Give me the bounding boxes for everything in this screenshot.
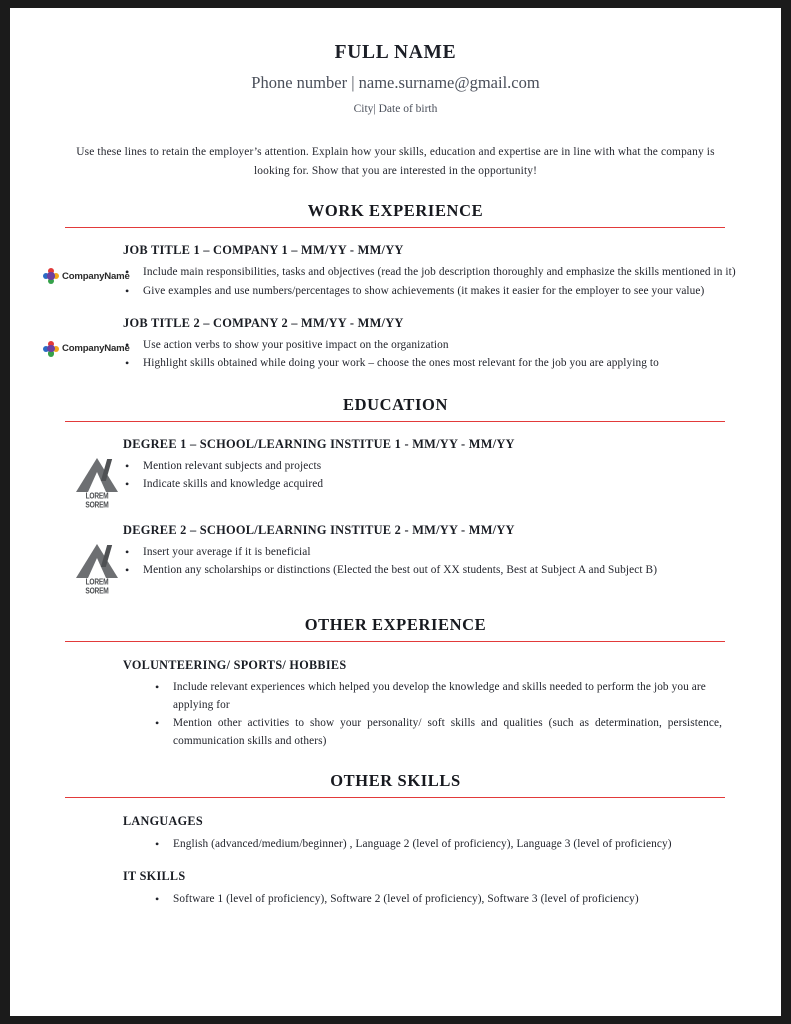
- list-item: • Mention relevant subjects and projects: [118, 458, 751, 476]
- list-item: • Mention any scholarships or distinctions (Elected the best out of XX students, Best at Subject A and Subject B): [118, 562, 751, 580]
- list-item: • Highlight skills obtained while doing your work – choose the ones most relevant for the job you are applying to: [118, 355, 751, 373]
- other-experience-bullets: [148, 679, 726, 750]
- school-logo-icon: [76, 544, 118, 594]
- section-divider: [65, 797, 725, 798]
- list-item: • Give examples and use numbers/percentages to show achievements (it makes it easier for the employer to see your value): [118, 283, 751, 301]
- resume-page: [10, 8, 781, 1016]
- company-mark-icon: [43, 268, 59, 284]
- education-entry-2: [10, 523, 781, 594]
- education-entry-2-bullets: [118, 544, 781, 581]
- section-title-education: EDUCATION: [342, 394, 449, 414]
- list-item: • Include relevant experiences which helped you develop the knowledge and skills needed to perform the job you are applying for: [148, 679, 726, 714]
- resume-header: [10, 8, 781, 115]
- school-logo-label: LOREM SOREM: [85, 577, 109, 596]
- company-logo-label: CompanyName: [62, 343, 130, 355]
- list-item: • Include main responsibilities, tasks and objectives (read the job description thoroughly and emphasize the skills mentioned in it): [118, 264, 751, 282]
- subheading-it-skills: IT SKILLS: [123, 869, 186, 884]
- company-logo-cell: [10, 337, 130, 357]
- languages-bullets: [148, 836, 726, 854]
- school-logo-label: LOREM SOREM: [85, 491, 109, 510]
- section-divider: [65, 227, 725, 228]
- education-entry-1-title: DEGREE 1 – SCHOOL/LEARNING INSTITUE 1 - MM/YY - MM/YY: [123, 436, 515, 451]
- company-mark-icon: [43, 341, 59, 357]
- school-logo-cell: [10, 458, 118, 508]
- page-title: FULL NAME: [334, 42, 457, 63]
- list-item: • Mention other activities to show your personality/ soft skills and qualities (such as determination, persistence, communication skills and others): [148, 715, 726, 750]
- section-divider: [65, 421, 725, 422]
- company-logo-icon: [43, 268, 130, 284]
- pyramid-icon: [76, 544, 118, 578]
- section-education: [10, 396, 781, 594]
- school-logo-cell: [10, 544, 118, 594]
- work-entry-1: [10, 243, 781, 301]
- contact-line: Phone number | name.surname@gmail.com: [251, 73, 540, 93]
- city-dob-line: City| Date of birth: [353, 102, 438, 115]
- section-other-experience: [10, 616, 781, 751]
- pyramid-icon: [76, 458, 118, 492]
- intro-paragraph: Use these lines to retain the employer’s attention. Explain how your skills, education and expertise are in line with what the company is looking for. Show that you are interested in the opportunity!: [76, 146, 715, 177]
- list-item: • Software 1 (level of proficiency), Software 2 (level of proficiency), Software 3 (level of proficiency): [148, 891, 726, 909]
- company-logo-icon: [43, 341, 130, 357]
- list-item: • Indicate skills and knowledge acquired: [118, 476, 751, 494]
- section-divider: [65, 641, 725, 642]
- section-title-work-experience: WORK EXPERIENCE: [307, 201, 484, 221]
- section-title-other-experience: OTHER EXPERIENCE: [304, 614, 487, 634]
- subheading-languages: LANGUAGES: [123, 814, 203, 829]
- education-entry-1: [10, 437, 781, 508]
- section-work-experience: [10, 202, 781, 374]
- work-entry-2: [10, 316, 781, 374]
- work-entry-2-title: JOB TITLE 2 – COMPANY 2 – MM/YY - MM/YY: [123, 316, 404, 330]
- work-entry-1-bullets: [118, 264, 781, 301]
- list-item: • Use action verbs to show your positive impact on the organization: [118, 337, 751, 355]
- education-entry-1-bullets: [118, 458, 781, 495]
- subheading-volunteering: VOLUNTEERING/ SPORTS/ HOBBIES: [123, 657, 347, 672]
- company-logo-label: CompanyName: [62, 270, 130, 282]
- it-skills-bullets: [148, 891, 726, 909]
- list-item: • Insert your average if it is beneficial: [118, 544, 751, 562]
- section-other-skills: [10, 772, 781, 908]
- section-title-other-skills: OTHER SKILLS: [330, 771, 461, 791]
- education-entry-2-title: DEGREE 2 – SCHOOL/LEARNING INSTITUE 2 - MM/YY - MM/YY: [123, 522, 515, 537]
- school-logo-icon: [76, 458, 118, 508]
- list-item: • English (advanced/medium/beginner) , Language 2 (level of proficiency), Language 3 (level of proficiency): [148, 836, 726, 854]
- work-entry-1-title: JOB TITLE 1 – COMPANY 1 – MM/YY - MM/YY: [123, 243, 404, 258]
- work-entry-2-bullets: [118, 337, 781, 374]
- company-logo-cell: [10, 264, 130, 284]
